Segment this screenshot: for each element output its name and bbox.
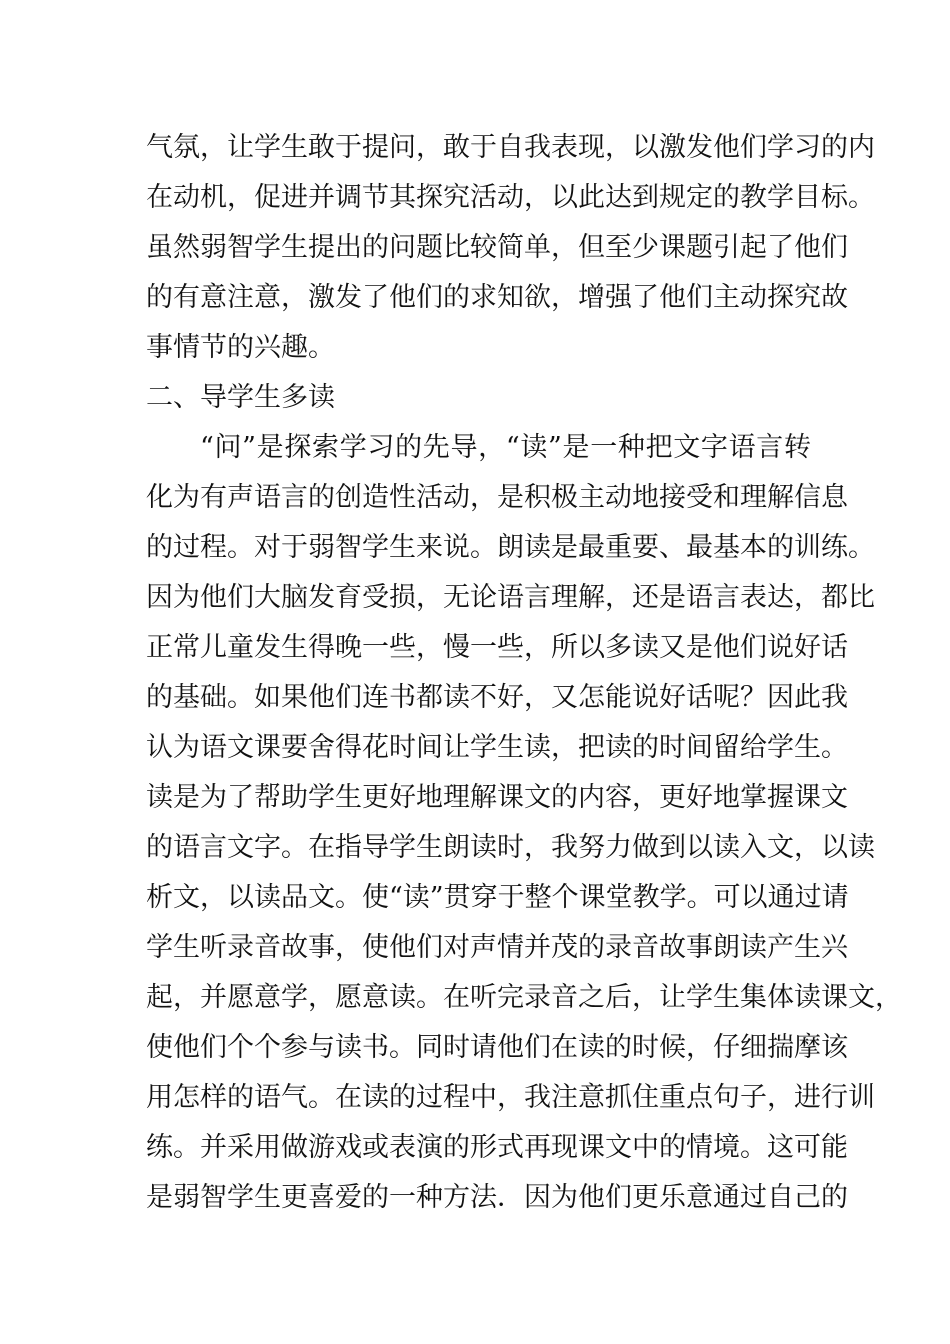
text-line: 的基础。如果他们连书都读不好，又怎能说好话呢？因此我 — [146, 682, 848, 713]
text-line: 正常儿童发生得晚一些，慢一些，所以多读又是他们说好话 — [146, 632, 848, 663]
text-line: 是弱智学生更喜爱的一种方法．因为他们更乐意通过自己的 — [146, 1182, 848, 1213]
text-line: 因为他们大脑发育受损，无论语言理解，还是语言表达，都比 — [146, 582, 875, 613]
text-line: 读是为了帮助学生更好地理解课文的内容，更好地掌握课文 — [146, 782, 848, 813]
text-line: 气氛，让学生敢于提问，敢于自我表现，以激发他们学习的内 — [146, 132, 875, 163]
text-line: 虽然弱智学生提出的问题比较简单，但至少课题引起了他们 — [146, 232, 848, 263]
text-line: 析文，以读品文。使“读”贯穿于整个课堂教学。可以通过请 — [146, 882, 849, 913]
text-line: 化为有声语言的创造性活动，是积极主动地接受和理解信息 — [146, 482, 848, 513]
text-line: 在动机，促进并调节其探究活动，以此达到规定的教学目标。 — [146, 182, 875, 213]
text-line: “问”是探索学习的先导，“读”是一种把文字语言转 — [200, 432, 811, 463]
text-line: 的语言文字。在指导学生朗读时，我努力做到以读入文，以读 — [146, 832, 875, 863]
text-line: 使他们个个参与读书。同时请他们在读的时候，仔细揣摩该 — [146, 1032, 848, 1063]
section-heading: 二、导学生多读 — [146, 382, 335, 413]
text-line: 的有意注意，激发了他们的求知欲，增强了他们主动探究故 — [146, 282, 848, 313]
text-line: 练。并采用做游戏或表演的形式再现课文中的情境。这可能 — [146, 1132, 848, 1163]
text-line: 事情节的兴趣。 — [146, 332, 335, 363]
text-line: 的过程。对于弱智学生来说。朗读是最重要、最基本的训练。 — [146, 532, 875, 563]
text-line: 认为语文课要舍得花时间让学生读，把读的时间留给学生。 — [146, 732, 848, 763]
text-line: 用怎样的语气。在读的过程中，我注意抓住重点句子，进行训 — [146, 1082, 875, 1113]
text-line: 起，并愿意学，愿意读。在听完录音之后，让学生集体读课文， — [146, 982, 902, 1013]
text-line: 学生听录音故事，使他们对声情并茂的录音故事朗读产生兴 — [146, 932, 848, 963]
